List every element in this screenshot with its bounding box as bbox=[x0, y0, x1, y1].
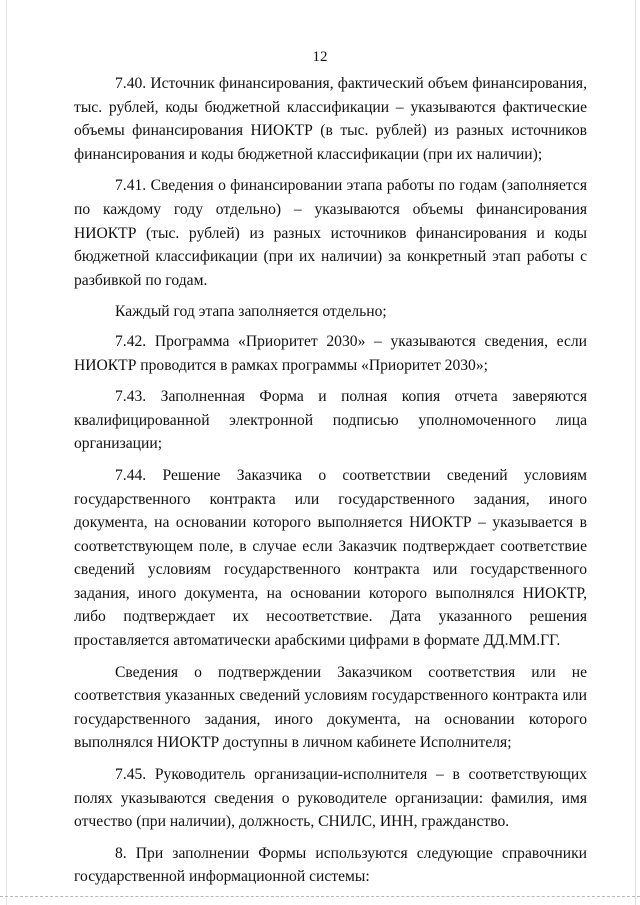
page-number: 12 bbox=[312, 49, 328, 65]
scan-bottom-edge bbox=[0, 896, 640, 898]
paragraph-7-40: 7.40. Источник финансирования, фактический объем финансирования, тыс. рублей, коды бюджетной классификации – указываются фактические объемы финансирования НИОКТР (в тыс. рублей) из разных источников финансирования и коды бюджетной классификации (при их наличии); bbox=[74, 75, 587, 163]
paragraph-confirmation-info: Сведения о подтверждении Заказчиком соответствия или не соответствия указанных сведений условиям государственного контракта или государственного задания, иного документа, на основании которого выполнялся НИОКТР доступны в личном кабинете Исполнителя; bbox=[74, 663, 587, 752]
paragraph-7-42: 7.42. Программа «Приоритет 2030» – указываются сведения, если НИОКТР проводится в рамках программы «Приоритет 2030»; bbox=[74, 332, 587, 374]
scan-edge-right bbox=[635, 0, 636, 905]
paragraph-each-year: Каждый год этапа заполняется отдельно; bbox=[115, 303, 387, 321]
paragraph-7-43: 7.43. Заполненная Форма и полная копия отчета заверяются квалифицированной электронной подписью уполномоченного лица организации; bbox=[74, 388, 587, 453]
paragraph-7-45: 7.45. Руководитель организации-исполнителя – в соответствующих полях указываются сведения о руководителе организации: фамилия, имя отчество (при наличии), должность, СНИЛС, ИНН, гражданство. bbox=[74, 766, 587, 831]
scan-edge-left bbox=[6, 0, 7, 905]
paragraph-7-44: 7.44. Решение Заказчика о соответствии сведений условиям государственного контракта или государственного задания, иного документа, на основании которого выполняется НИОКТР – указывается в соответствующем поле, в случае если Заказчик подтверждает соответствие сведений условиям государственного контракта или государственного задания, иного документа, на основании которого выполнялся НИОКТР, либо подтверждает их несоответствие. Дата указанного решения проставляется автоматически арабскими цифрами в формате ДД.ММ.ГГ. bbox=[74, 466, 587, 650]
paragraph-7-41: 7.41. Сведения о финансировании этапа работы по годам (заполняется по каждому году отдельно) – указываются объемы финансирования НИОКТР (тыс. рублей) из разных источников финансирования и коды бюджетной классификации (при их наличии) за конкретный этап работы с разбивкой по годам. bbox=[74, 177, 587, 289]
document-body bbox=[74, 72, 587, 897]
paragraph-8: 8. При заполнении Формы используются следующие справочники государственной информационной системы: bbox=[74, 844, 587, 886]
